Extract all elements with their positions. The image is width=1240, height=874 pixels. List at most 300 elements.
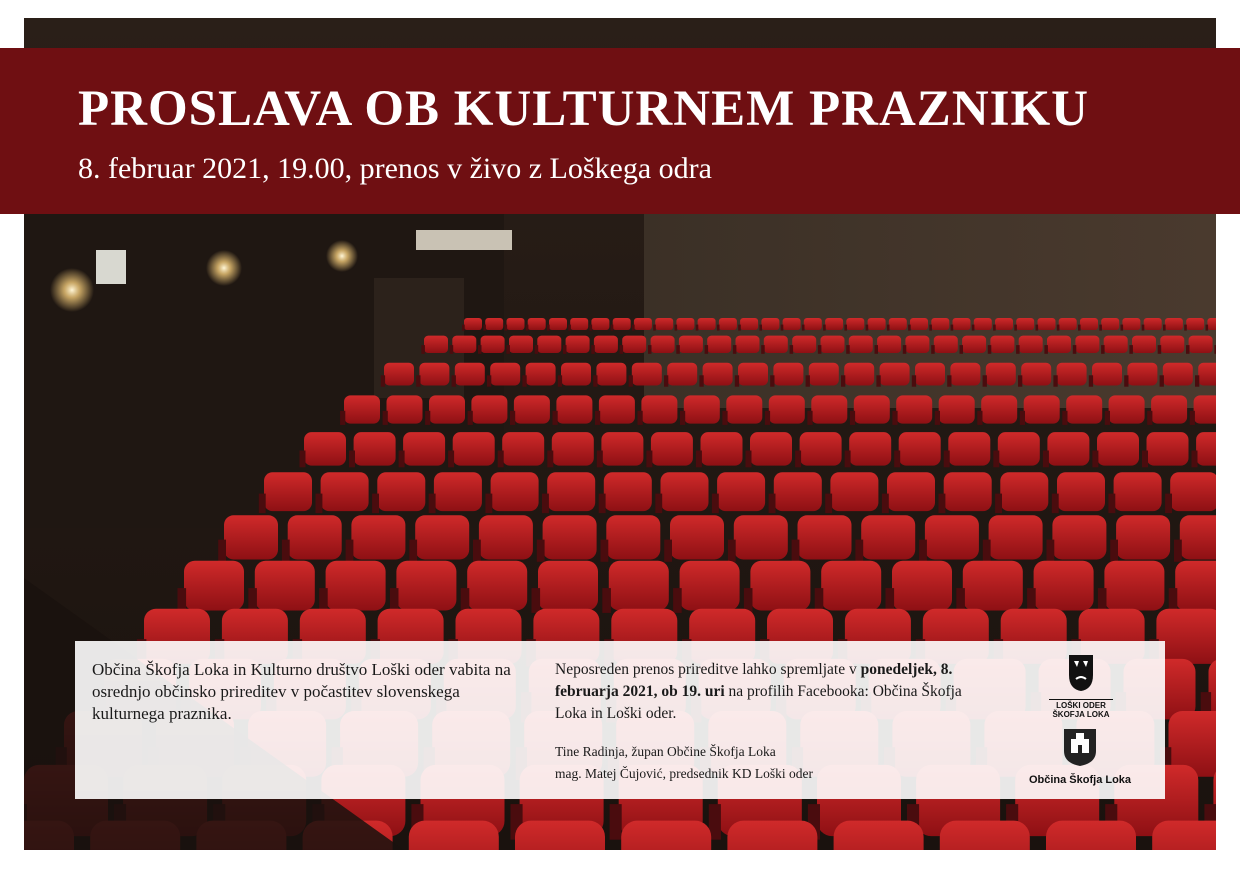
seat-armrest — [282, 540, 290, 562]
seat — [1156, 609, 1216, 664]
seat-armrest — [1129, 345, 1133, 354]
seat-armrest — [409, 540, 417, 562]
seat-armrest — [866, 325, 869, 331]
broadcast-rest: na profilih Facebooka: Občina Škofja Loka in Loški oder. — [555, 683, 962, 722]
seat — [591, 318, 609, 330]
seat — [773, 363, 803, 386]
seat-armrest — [599, 494, 606, 513]
seat — [596, 363, 626, 386]
seat — [594, 336, 618, 353]
seat — [601, 432, 643, 466]
seat — [396, 561, 456, 611]
seat — [974, 318, 992, 330]
seat-armrest — [993, 451, 999, 468]
seat-armrest — [806, 375, 810, 386]
seat-armrest — [728, 540, 736, 562]
seat-armrest — [846, 345, 850, 354]
seat — [854, 395, 890, 423]
seat-armrest — [1142, 451, 1148, 468]
seat — [899, 432, 941, 466]
seat — [1194, 395, 1216, 423]
seat — [825, 318, 843, 330]
seat-armrest — [1174, 540, 1182, 562]
seat-armrest — [825, 494, 832, 513]
seat — [738, 363, 768, 386]
seat — [1097, 432, 1139, 466]
seat — [698, 318, 716, 330]
seat-armrest — [505, 325, 508, 331]
seat-armrest — [664, 375, 668, 386]
seat-armrest — [1101, 345, 1105, 354]
seat — [344, 395, 380, 423]
seat-armrest — [1108, 494, 1115, 513]
seat — [821, 336, 845, 353]
seat-armrest — [887, 325, 890, 331]
seat-armrest — [568, 325, 571, 331]
seat-armrest — [522, 375, 526, 386]
seat-armrest — [850, 411, 855, 425]
seat — [622, 336, 646, 353]
seat-armrest — [1184, 325, 1187, 331]
seat-armrest — [653, 325, 656, 331]
seat-armrest — [769, 494, 776, 513]
seat-armrest — [765, 411, 770, 425]
seat — [409, 821, 499, 850]
seat-armrest — [929, 325, 932, 331]
seat — [604, 472, 652, 511]
seat — [1047, 336, 1071, 353]
seat — [849, 336, 873, 353]
seat — [846, 318, 864, 330]
seat-armrest — [1053, 375, 1057, 386]
seat — [1186, 318, 1204, 330]
invitation-text: Občina Škofja Loka in Kulturno društvo Loški oder vabita na osrednjo občinsko prireditev v počastitev slovenskega kulturnega praznika. — [92, 660, 511, 723]
seat — [1160, 336, 1184, 353]
seat — [774, 472, 822, 511]
broadcast-text — [555, 659, 975, 725]
seat — [661, 472, 709, 511]
seat — [849, 432, 891, 466]
seat-armrest — [485, 494, 492, 513]
seat — [1024, 395, 1060, 423]
seat-armrest — [882, 494, 889, 513]
seat — [467, 561, 527, 611]
seat-armrest — [903, 345, 907, 354]
seat — [701, 432, 743, 466]
seat-armrest — [705, 345, 709, 354]
seat — [429, 395, 465, 423]
seat-armrest — [818, 345, 822, 354]
seat-armrest — [759, 325, 762, 331]
seat — [419, 363, 449, 386]
seat — [1144, 318, 1162, 330]
seat-armrest — [620, 345, 624, 354]
seat — [651, 336, 675, 353]
loski-oder-logo — [1049, 653, 1113, 719]
seat — [321, 472, 369, 511]
seat-armrest — [1036, 325, 1039, 331]
seat-armrest — [1158, 345, 1162, 354]
seat — [452, 336, 476, 353]
seat — [1109, 395, 1145, 423]
seat-armrest — [510, 411, 515, 425]
seat — [1116, 515, 1170, 559]
seat-armrest — [1190, 411, 1195, 425]
seat-armrest — [340, 411, 345, 425]
seat — [1047, 432, 1089, 466]
seat — [613, 318, 631, 330]
seat — [1057, 363, 1087, 386]
seat — [1152, 821, 1216, 850]
seat — [507, 318, 525, 330]
seat — [1092, 363, 1122, 386]
seat — [304, 432, 346, 466]
seat — [667, 363, 697, 386]
seat-armrest — [590, 325, 593, 331]
seat — [1038, 318, 1056, 330]
seat-armrest — [1105, 411, 1110, 425]
seat-armrest — [593, 375, 597, 386]
seat — [1198, 363, 1216, 386]
seat — [889, 318, 907, 330]
seat-armrest — [1147, 411, 1152, 425]
seat — [538, 561, 598, 611]
seat — [944, 472, 992, 511]
seat-armrest — [761, 345, 765, 354]
seat — [655, 318, 673, 330]
seat — [740, 318, 758, 330]
seat — [490, 363, 520, 386]
seat — [481, 336, 505, 353]
seat — [962, 336, 986, 353]
obcina-logo — [1015, 727, 1145, 786]
seat-armrest — [1163, 325, 1166, 331]
seat-armrest — [448, 451, 454, 468]
seat-armrest — [473, 540, 481, 562]
seat — [547, 472, 595, 511]
seat-armrest — [983, 540, 991, 562]
seat-armrest — [919, 540, 927, 562]
seat-armrest — [558, 375, 562, 386]
seat-armrest — [1073, 345, 1077, 354]
ceiling-light-panel — [416, 230, 512, 250]
seat — [561, 363, 591, 386]
seat-armrest — [1142, 325, 1145, 331]
seat-armrest — [535, 345, 539, 354]
seat-armrest — [1047, 540, 1055, 562]
seat-armrest — [372, 494, 379, 513]
seat — [811, 395, 847, 423]
seat-armrest — [1089, 375, 1093, 386]
seat — [491, 472, 539, 511]
seat — [834, 821, 924, 850]
seat — [528, 318, 546, 330]
seat-armrest — [547, 451, 553, 468]
seat — [384, 363, 414, 386]
seat-armrest — [1052, 494, 1059, 513]
seat-armrest — [717, 325, 720, 331]
seat — [485, 318, 503, 330]
seat — [910, 318, 928, 330]
seat-armrest — [908, 325, 911, 331]
signer-president: mag. Matej Čujović, predsednik KD Loški oder — [555, 766, 813, 781]
seat — [621, 821, 711, 850]
seat-armrest — [722, 411, 727, 425]
seat-armrest — [696, 451, 702, 468]
seat — [479, 515, 533, 559]
seat-armrest — [648, 345, 652, 354]
seat-armrest — [563, 345, 567, 354]
seat — [514, 395, 550, 423]
seat — [750, 432, 792, 466]
seat-armrest — [944, 451, 950, 468]
seat — [651, 432, 693, 466]
seat — [1034, 561, 1094, 611]
seat-armrest — [1016, 345, 1020, 354]
seat-armrest — [1110, 540, 1118, 562]
seat-armrest — [478, 345, 482, 354]
seat-armrest — [646, 451, 652, 468]
seat-armrest — [738, 325, 741, 331]
seat — [726, 395, 762, 423]
seat-armrest — [1214, 345, 1216, 354]
seat — [830, 472, 878, 511]
seat — [1016, 318, 1034, 330]
seat — [915, 363, 945, 386]
seat — [455, 363, 485, 386]
seat-armrest — [316, 494, 323, 513]
seat — [549, 318, 567, 330]
seat-armrest — [1195, 375, 1199, 386]
seat — [453, 432, 495, 466]
broadcast-date: ponedeljek, 8. februarja 2021, ob 19. uri — [555, 661, 953, 700]
seat — [783, 318, 801, 330]
seat — [963, 561, 1023, 611]
seat — [1104, 561, 1164, 611]
seat-armrest — [1206, 325, 1209, 331]
seat — [415, 515, 469, 559]
obcina-caption: Občina Škofja Loka — [1028, 774, 1132, 786]
event-subtitle: 8. februar 2021, 19.00, prenos v živo z Loškega odra — [78, 152, 712, 185]
seat-armrest — [601, 540, 609, 562]
seat-armrest — [1186, 345, 1190, 354]
seat — [989, 515, 1043, 559]
info-panel — [75, 641, 1165, 799]
seat — [377, 472, 425, 511]
seat-armrest — [416, 375, 420, 386]
seat — [804, 318, 822, 330]
seat — [892, 561, 952, 611]
seat-armrest — [844, 325, 847, 331]
seat — [896, 395, 932, 423]
seat — [809, 363, 839, 386]
seat — [717, 472, 765, 511]
seat — [288, 515, 342, 559]
seat-armrest — [802, 325, 805, 331]
seat-armrest — [931, 345, 935, 354]
seat-armrest — [735, 375, 739, 386]
wall-lamp — [50, 268, 94, 312]
seat — [1059, 318, 1077, 330]
seat — [981, 395, 1017, 423]
seat-armrest — [1092, 451, 1098, 468]
exit-sign — [96, 250, 126, 284]
seat-armrest — [892, 411, 897, 425]
seat — [543, 515, 597, 559]
mask-icon — [1066, 653, 1096, 693]
logo-text-2: ŠKOFJA LOKA — [1052, 710, 1110, 719]
seat — [934, 336, 958, 353]
seat-armrest — [597, 451, 603, 468]
seat — [1057, 472, 1105, 511]
seat — [769, 395, 805, 423]
seat-armrest — [939, 494, 946, 513]
seat — [1163, 363, 1193, 386]
seat-armrest — [218, 540, 226, 562]
seat-armrest — [655, 494, 662, 513]
seat-armrest — [498, 451, 504, 468]
seat — [464, 318, 482, 330]
seat-armrest — [823, 325, 826, 331]
seat-armrest — [421, 345, 425, 354]
seat — [354, 432, 396, 466]
seat-armrest — [462, 325, 465, 331]
seat — [1180, 515, 1216, 559]
seat — [684, 395, 720, 423]
seat — [1132, 336, 1156, 353]
seat-armrest — [542, 494, 549, 513]
seat-armrest — [1124, 375, 1128, 386]
seat — [471, 395, 507, 423]
seat — [255, 561, 315, 611]
seat-armrest — [795, 451, 801, 468]
broadcast-intro: Neposreden prenos prireditve lahko spremljate v — [555, 661, 861, 678]
seat — [1175, 561, 1216, 611]
seat — [736, 336, 760, 353]
seat — [599, 395, 635, 423]
seat — [821, 561, 881, 611]
seat — [953, 318, 971, 330]
seat-armrest — [993, 325, 996, 331]
seat-armrest — [300, 451, 306, 468]
seat-armrest — [770, 375, 774, 386]
seat — [634, 318, 652, 330]
seat-armrest — [746, 451, 752, 468]
seat-armrest — [452, 375, 456, 386]
seat — [792, 336, 816, 353]
seat — [606, 515, 660, 559]
seat-armrest — [537, 540, 545, 562]
seat — [1066, 395, 1102, 423]
seat — [887, 472, 935, 511]
seat-armrest — [699, 375, 703, 386]
seat — [1075, 336, 1099, 353]
seat-armrest — [532, 588, 541, 613]
seat-armrest — [399, 451, 405, 468]
seat-armrest — [935, 411, 940, 425]
seat — [1127, 363, 1157, 386]
seat-armrest — [1099, 325, 1102, 331]
seat — [1080, 318, 1098, 330]
seat — [566, 336, 590, 353]
seat — [570, 318, 588, 330]
seat — [1151, 395, 1187, 423]
seat-armrest — [664, 540, 672, 562]
seat-armrest — [483, 325, 486, 331]
seat-armrest — [425, 411, 430, 425]
seat — [1019, 336, 1043, 353]
seat — [727, 821, 817, 850]
seat — [670, 515, 724, 559]
seat-armrest — [506, 345, 510, 354]
seat — [1000, 472, 1048, 511]
seat — [264, 472, 312, 511]
seat — [1122, 318, 1140, 330]
seat — [1165, 318, 1183, 330]
seat — [526, 363, 556, 386]
seat — [861, 515, 915, 559]
seat-armrest — [1192, 451, 1198, 468]
seat-armrest — [855, 540, 863, 562]
seat — [877, 336, 901, 353]
seat-armrest — [591, 345, 595, 354]
seat — [925, 515, 979, 559]
seat — [1104, 336, 1128, 353]
seat-armrest — [912, 375, 916, 386]
seat-armrest — [638, 411, 643, 425]
seat-armrest — [1014, 325, 1017, 331]
seat — [764, 336, 788, 353]
seat-armrest — [673, 588, 682, 613]
seat — [552, 432, 594, 466]
seat-armrest — [553, 411, 558, 425]
seat — [387, 395, 423, 423]
seat-armrest — [894, 451, 900, 468]
seat — [1114, 472, 1162, 511]
seat-armrest — [1160, 375, 1164, 386]
seat-armrest — [841, 375, 845, 386]
seat — [326, 561, 386, 611]
seat — [1046, 821, 1136, 850]
seat — [676, 318, 694, 330]
seat — [679, 336, 703, 353]
seat — [1021, 363, 1051, 386]
seat — [509, 336, 533, 353]
seat — [868, 318, 886, 330]
seat — [761, 318, 779, 330]
seat — [515, 821, 605, 850]
seat-armrest — [1043, 451, 1049, 468]
seat — [351, 515, 405, 559]
seat — [800, 432, 842, 466]
seat — [537, 336, 561, 353]
seat-armrest — [790, 345, 794, 354]
seat — [434, 472, 482, 511]
seat-armrest — [947, 375, 951, 386]
seat-armrest — [792, 540, 800, 562]
seat-armrest — [381, 375, 385, 386]
seat — [707, 336, 731, 353]
seat-armrest — [1078, 325, 1081, 331]
seat-armrest — [450, 345, 454, 354]
seat-armrest — [988, 345, 992, 354]
wall-lamp — [326, 240, 358, 272]
seat — [719, 318, 737, 330]
seat — [502, 432, 544, 466]
seat — [950, 363, 980, 386]
signers — [555, 741, 975, 785]
seat-armrest — [629, 375, 633, 386]
